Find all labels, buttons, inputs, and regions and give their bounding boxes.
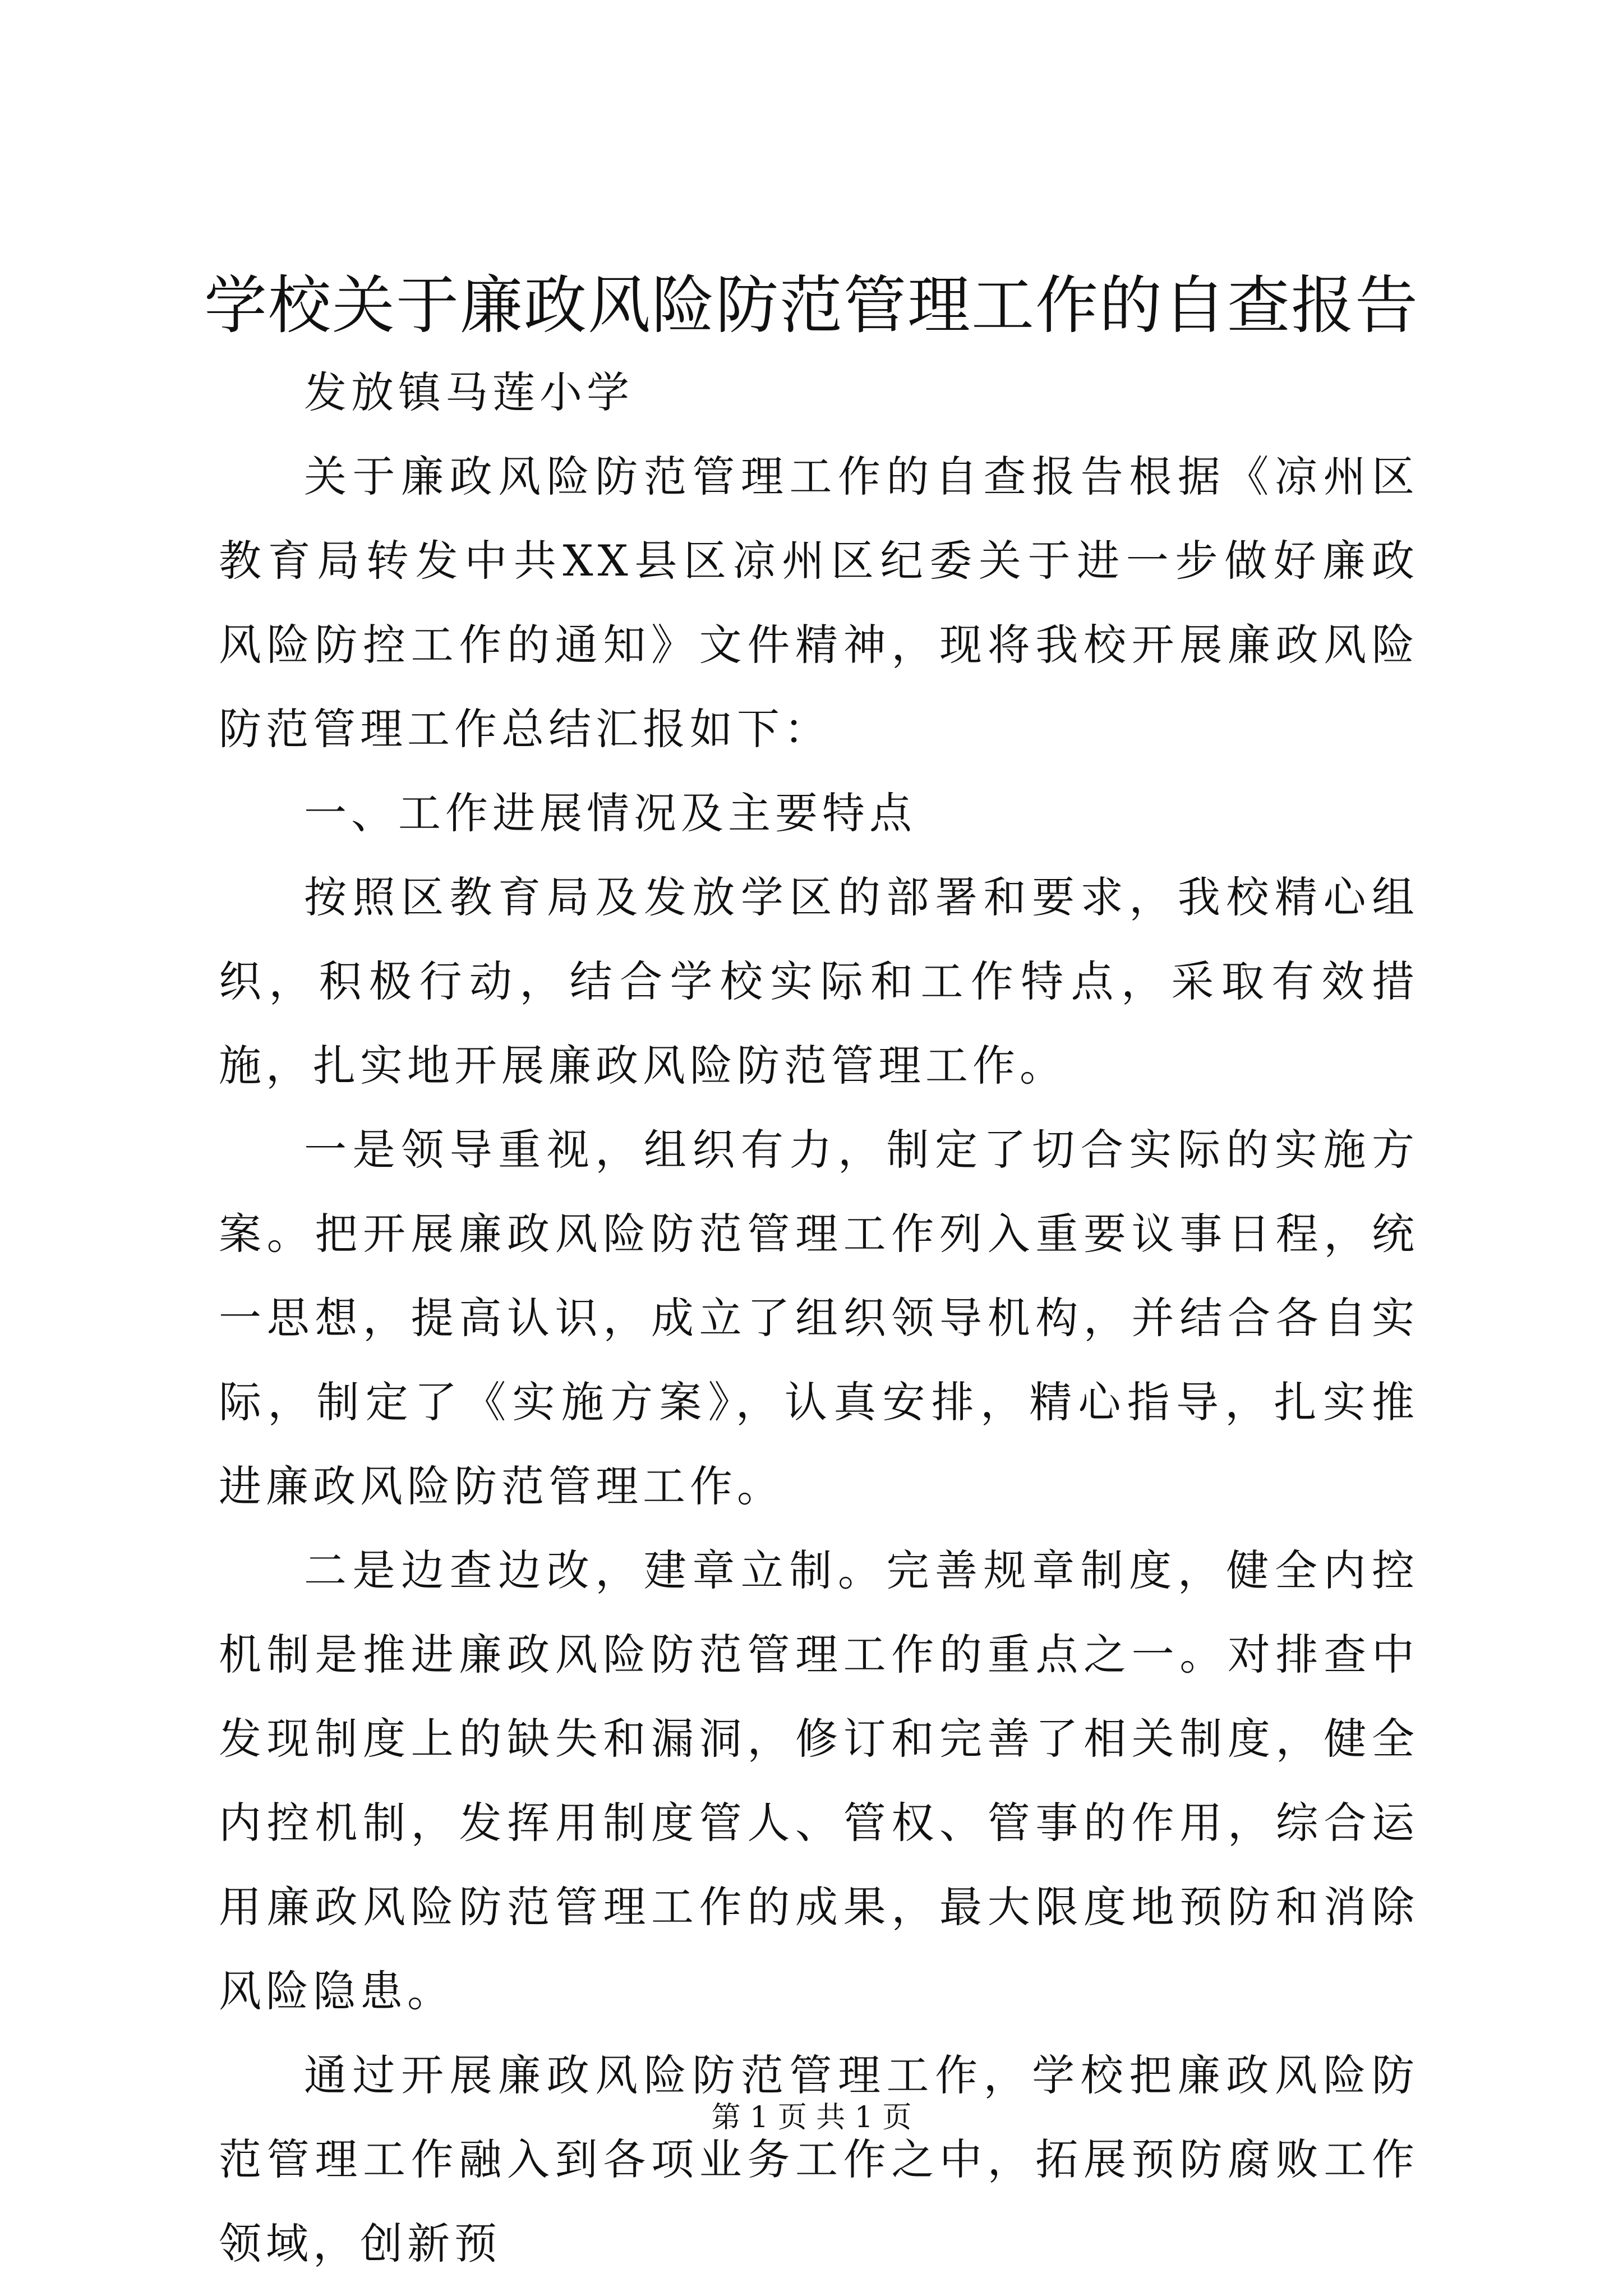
document-title: 学校关于廉政风险防范管理工作的自查报告 (204, 269, 1419, 342)
body-paragraph: 二是边查边改，建章立制。完善规章制度，健全内控机制是推进廉政风险防范管理工作的重点之一。对排查中发现制度上的缺失和漏洞，修订和完善了相关制度，健全内控机制，发挥用制度管人、管权、管事的作用，综合运用廉政风险防范管理工作的成果，最大限度地预防和消除风险隐患。 (219, 1545, 1419, 2016)
document-body (219, 351, 1419, 2286)
body-paragraph: 通过开展廉政风险防范管理工作，学校把廉政风险防范管理工作融入到各项业务工作之中，拓展预防腐败工作领域，创新预 (219, 2050, 1419, 2269)
section-heading: 一、工作进展情况及主要特点 (304, 788, 916, 838)
body-paragraph-intro: 关于廉政风险防范管理工作的自查报告根据《凉州区教育局转发中共XX县区凉州区纪委关于进一步做好廉政风险防控工作的通知》文件精神，现将我校开展廉政风险防范管理工作总结汇报如下： (219, 452, 1419, 754)
author-line: 发放镇马莲小学 (304, 367, 634, 417)
page-footer: 第 1 页 共 1 页 (711, 2101, 912, 2134)
body-paragraph: 一是领导重视，组织有力，制定了切合实际的实施方案。把开展廉政风险防范管理工作列入重要议事日程，统一思想，提高认识，成立了组织领导机构，并结合各自实际，制定了《实施方案》，认真安排，精心指导，扎实推进廉政风险防范管理工作。 (219, 1125, 1419, 1511)
body-paragraph: 按照区教育局及发放学区的部署和要求，我校精心组织，积极行动，结合学校实际和工作特点，采取有效措施，扎实地开展廉政风险防范管理工作。 (219, 872, 1419, 1091)
